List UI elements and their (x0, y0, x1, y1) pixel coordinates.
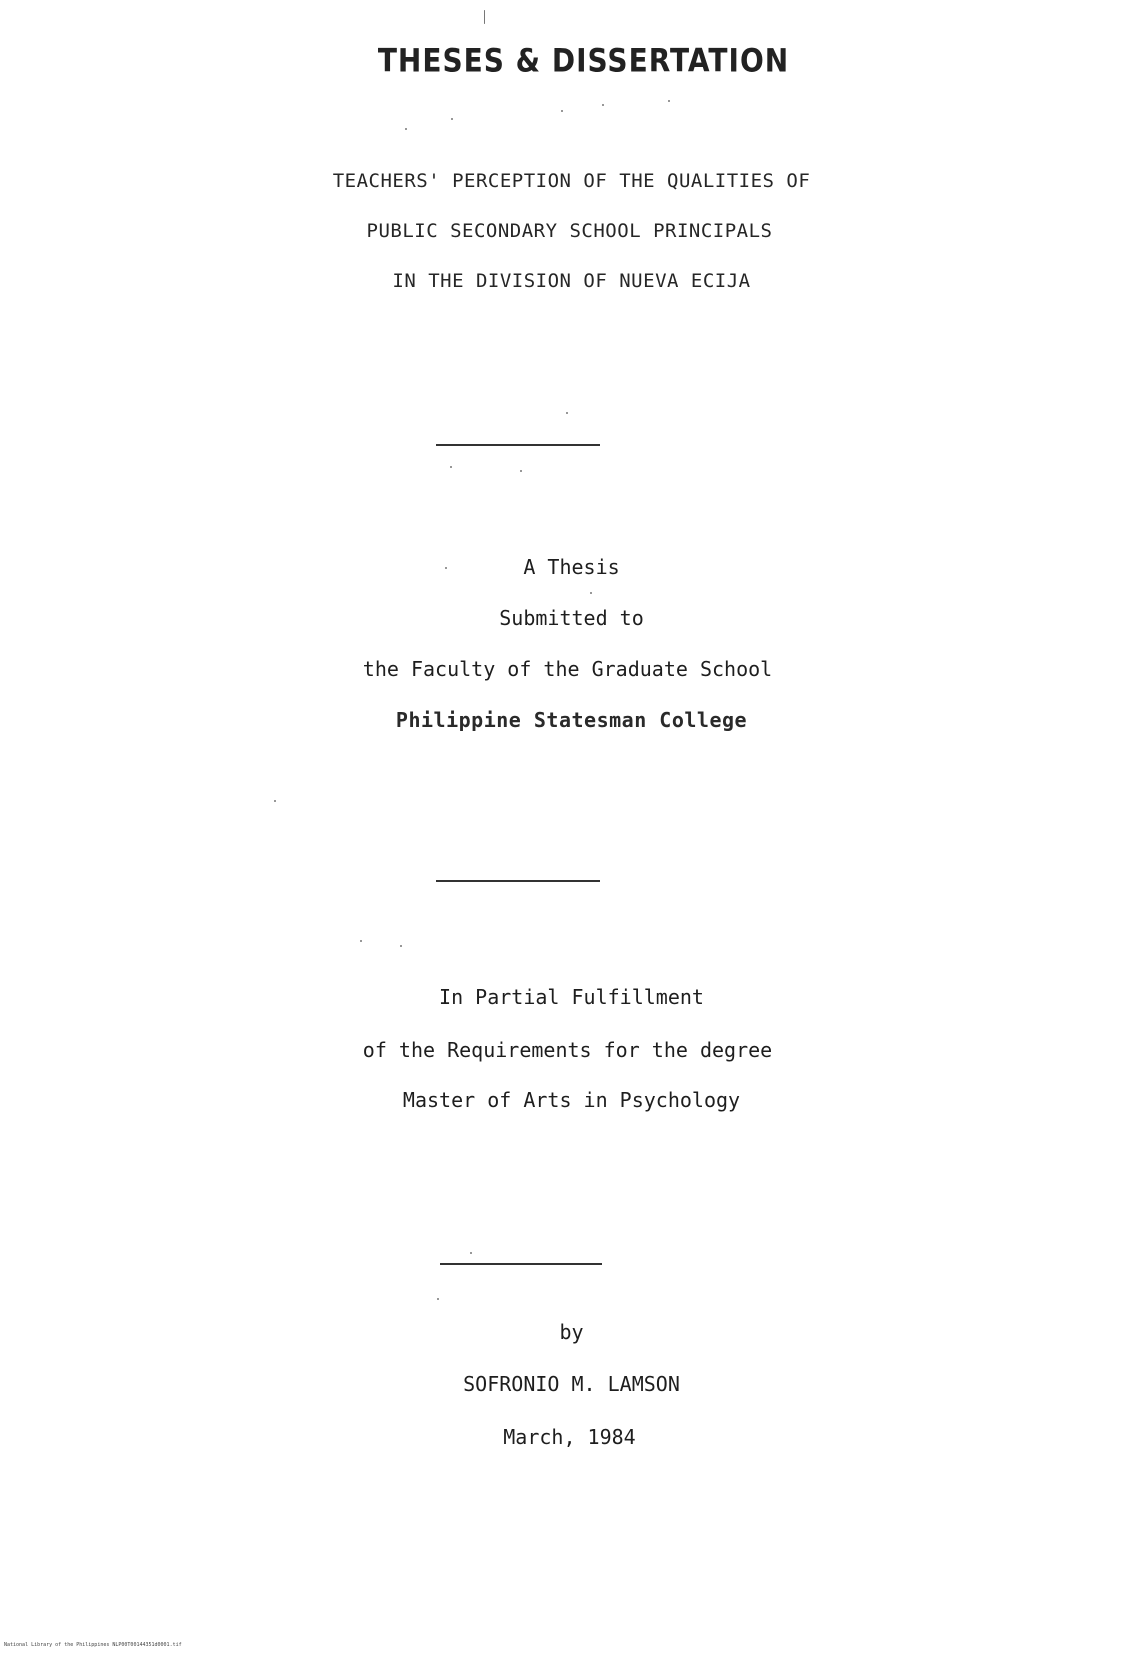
divider-rule-1 (436, 444, 600, 446)
scan-speck (451, 118, 453, 120)
college-name: Philippine Statesman College (395, 708, 748, 732)
scan-speck (590, 592, 592, 594)
scan-speck (566, 412, 568, 414)
scan-speck (360, 940, 362, 942)
faculty-line: the Faculty of the Graduate School (362, 657, 773, 681)
scan-speck (437, 1298, 439, 1300)
scan-speck (445, 567, 447, 569)
scan-speck (484, 10, 485, 24)
document-type: A Thesis (523, 555, 620, 579)
scan-speck (274, 800, 276, 802)
scan-speck (470, 1252, 472, 1254)
theses-dissertation-stamp: THESES & DISSERTATION (377, 41, 790, 80)
partial-fulfillment-line: In Partial Fulfillment (439, 985, 704, 1009)
thesis-title-line-1: TEACHERS' PERCEPTION OF THE QUALITIES OF (332, 170, 811, 192)
thesis-title-line-3: IN THE DIVISION OF NUEVA ECIJA (392, 270, 751, 292)
thesis-title-line-2: PUBLIC SECONDARY SCHOOL PRINCIPALS (366, 220, 773, 242)
author-name: SOFRONIO M. LAMSON (463, 1372, 680, 1396)
submission-date: March, 1984 (503, 1425, 636, 1449)
scan-speck (520, 470, 522, 472)
scan-speck (561, 110, 563, 112)
scan-speck (602, 104, 604, 106)
degree-line: Master of Arts in Psychology (402, 1088, 741, 1112)
by-label: by (559, 1320, 584, 1344)
submitted-to-label: Submitted to (499, 606, 644, 630)
scan-footer: National Library of the Philippines NLP00T00144351d0001.tif (4, 1642, 182, 1648)
scan-speck (405, 128, 407, 130)
scan-speck (450, 466, 452, 468)
scan-speck (400, 945, 402, 947)
divider-rule-2 (436, 880, 600, 882)
requirements-line: of the Requirements for the degree (362, 1038, 773, 1062)
divider-rule-3 (440, 1263, 602, 1265)
scan-speck (668, 100, 670, 102)
